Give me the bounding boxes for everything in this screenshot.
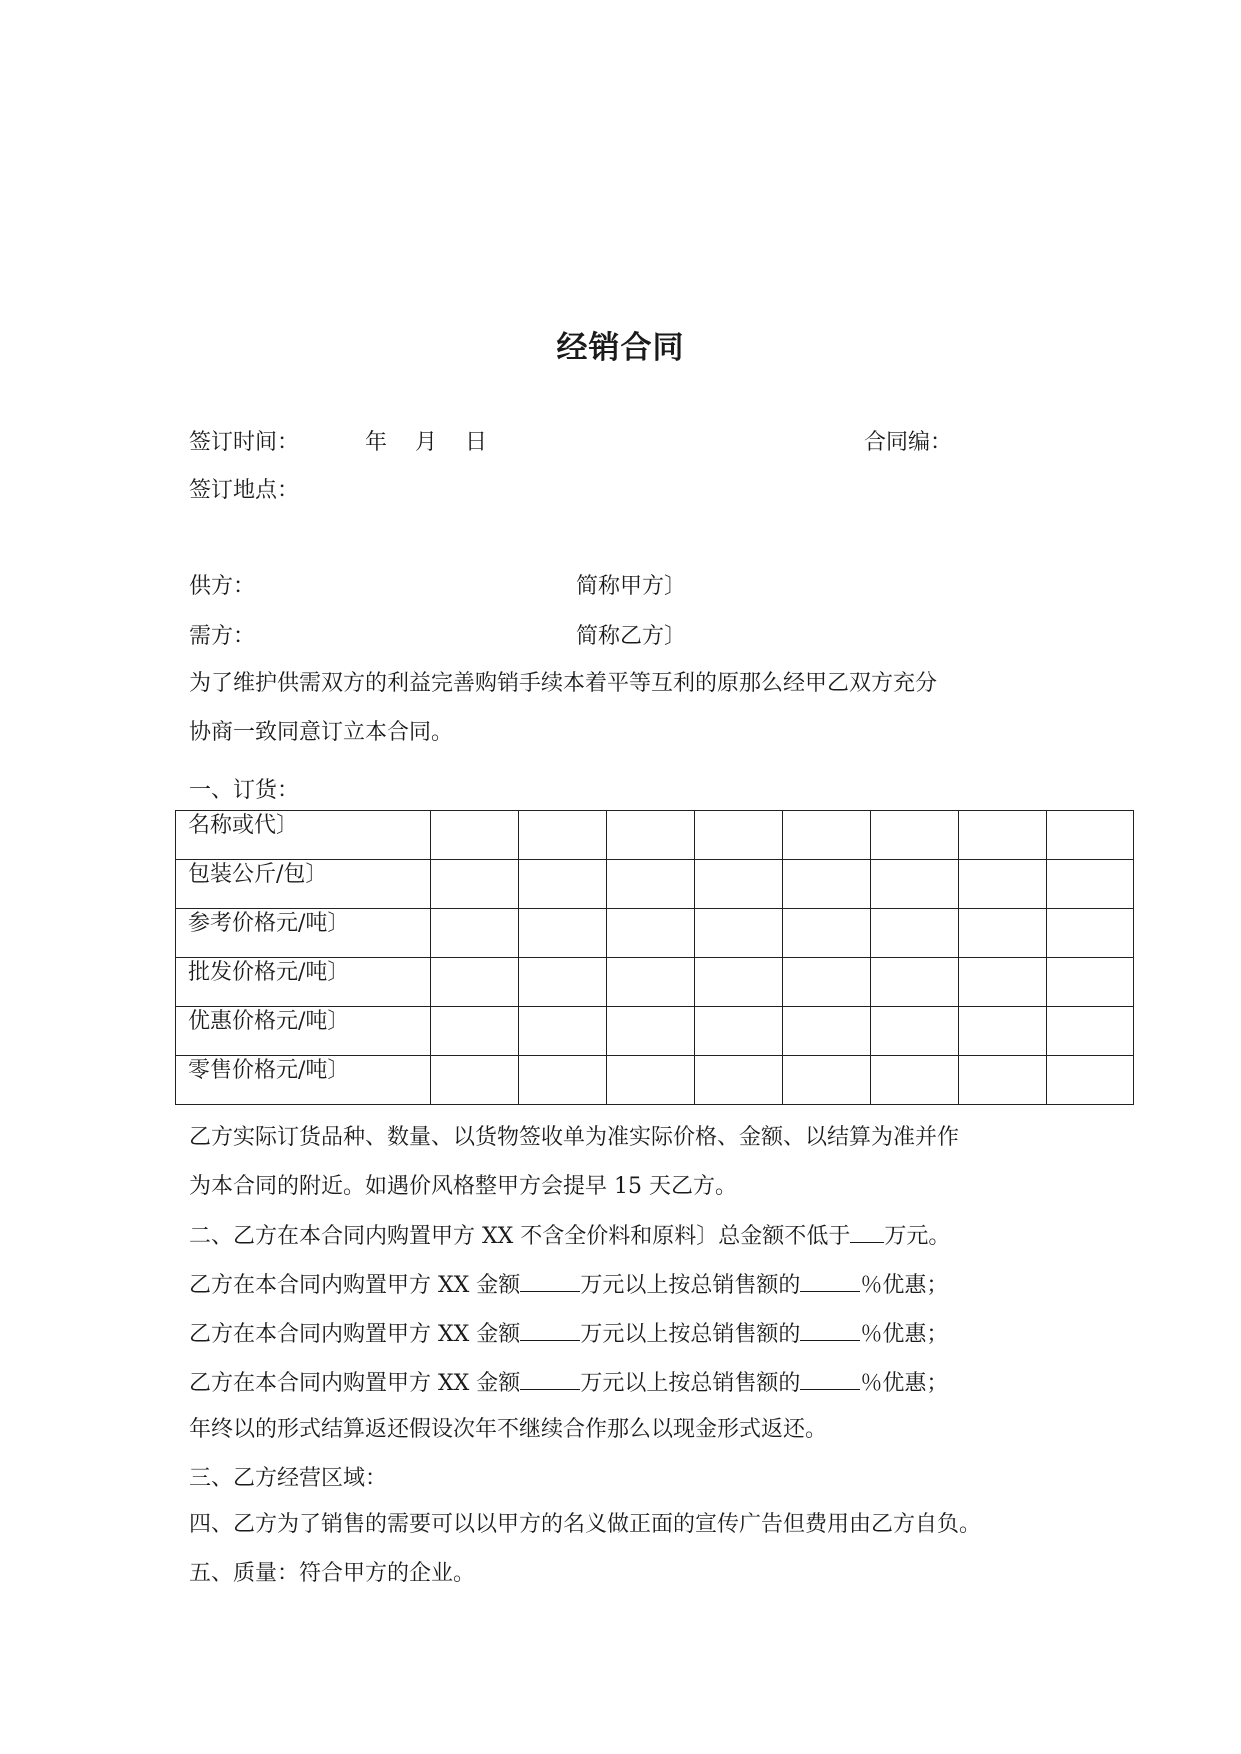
buyer-label: 需方：: [189, 624, 256, 649]
order-row-label: 批发价格元/吨〕: [176, 958, 431, 1007]
order-cell[interactable]: [519, 958, 607, 1007]
order-cell[interactable]: [1047, 860, 1134, 909]
order-cell[interactable]: [431, 958, 519, 1007]
order-cell[interactable]: [695, 860, 783, 909]
intro-paragraph-line-2: 协商一致同意订立本合同。: [189, 720, 454, 745]
order-cell[interactable]: [959, 1007, 1047, 1056]
tier-3-text-c: ％优惠；: [860, 1371, 949, 1396]
order-cell[interactable]: [871, 909, 959, 958]
tier-3-amount-blank[interactable]: [520, 1367, 580, 1390]
order-cell[interactable]: [607, 811, 695, 860]
order-cell[interactable]: [695, 1007, 783, 1056]
order-cell[interactable]: [959, 909, 1047, 958]
order-cell[interactable]: [1047, 1007, 1134, 1056]
tier-1-amount-blank[interactable]: [520, 1269, 580, 1292]
order-cell[interactable]: [959, 860, 1047, 909]
tier-3-text-a: 乙方在本合同内购置甲方 XX 金额: [189, 1371, 521, 1396]
order-cell[interactable]: [783, 1056, 871, 1105]
order-table: [175, 810, 1134, 1105]
rebate-clause: 年终以的形式结算返还假设次年不继续合作那么以现金形式返还。: [189, 1417, 828, 1442]
order-table-row: [176, 811, 1134, 860]
order-cell[interactable]: [959, 958, 1047, 1007]
tier-1-text-a: 乙方在本合同内购置甲方 XX 金额: [189, 1273, 521, 1298]
order-cell[interactable]: [871, 1007, 959, 1056]
section-3-heading: 三、乙方经营区域：: [189, 1466, 388, 1491]
document-title: 经销合同: [556, 330, 685, 366]
tier-2-amount-blank[interactable]: [520, 1318, 580, 1341]
order-cell[interactable]: [519, 811, 607, 860]
discount-tier-3: [189, 1367, 948, 1399]
order-cell[interactable]: [607, 958, 695, 1007]
order-cell[interactable]: [607, 909, 695, 958]
order-cell[interactable]: [871, 811, 959, 860]
order-row-label: 包装公斤/包〕: [176, 860, 431, 909]
order-table-row: [176, 1007, 1134, 1056]
intro-paragraph-line-1: 为了维护供需双方的利益完善购销手续本着平等互利的原那么经甲乙双方充分: [189, 671, 938, 696]
discount-tier-2: [189, 1318, 948, 1350]
order-cell[interactable]: [519, 860, 607, 909]
tier-2-text-a: 乙方在本合同内购置甲方 XX 金额: [189, 1322, 521, 1347]
order-cell[interactable]: [871, 860, 959, 909]
order-cell[interactable]: [431, 909, 519, 958]
tier-2-text-b: 万元以上按总销售额的: [580, 1322, 801, 1347]
tier-3-percent-blank[interactable]: [800, 1367, 860, 1390]
order-cell[interactable]: [783, 811, 871, 860]
order-cell[interactable]: [519, 909, 607, 958]
order-row-label: 优惠价格元/吨〕: [176, 1007, 431, 1056]
order-note-line-1: 乙方实际订货品种、数量、以货物签收单为准实际价格、金额、以结算为准并作: [189, 1125, 960, 1150]
order-row-label: 名称或代〕: [176, 811, 431, 860]
tier-1-percent-blank[interactable]: [800, 1269, 860, 1292]
order-cell[interactable]: [871, 1056, 959, 1105]
order-table-row: [176, 860, 1134, 909]
order-table-row: [176, 958, 1134, 1007]
order-cell[interactable]: [959, 1056, 1047, 1105]
sign-date-year: 年: [365, 430, 388, 455]
order-cell[interactable]: [1047, 1056, 1134, 1105]
order-cell[interactable]: [607, 860, 695, 909]
order-cell[interactable]: [783, 909, 871, 958]
order-cell[interactable]: [695, 958, 783, 1007]
order-cell[interactable]: [871, 958, 959, 1007]
section-2-heading-text: 二、乙方在本合同内购置甲方 XX 不含全价料和原料〕总金额不低于: [189, 1224, 851, 1249]
order-cell[interactable]: [695, 909, 783, 958]
sign-place-label: 签订地点：: [189, 478, 300, 503]
order-cell[interactable]: [431, 1056, 519, 1105]
order-table-row: [176, 1056, 1134, 1105]
order-row-label: 零售价格元/吨〕: [176, 1056, 431, 1105]
order-cell[interactable]: [1047, 811, 1134, 860]
discount-tier-1: [189, 1269, 948, 1301]
order-table-row: [176, 909, 1134, 958]
sign-date-label: 签订时间：: [189, 430, 300, 455]
order-cell[interactable]: [607, 1056, 695, 1105]
order-cell[interactable]: [607, 1007, 695, 1056]
section-2-heading: [189, 1220, 950, 1252]
tier-2-percent-blank[interactable]: [800, 1318, 860, 1341]
minimum-amount-blank[interactable]: [850, 1220, 884, 1243]
order-cell[interactable]: [519, 1056, 607, 1105]
order-cell[interactable]: [431, 1007, 519, 1056]
order-cell[interactable]: [783, 1007, 871, 1056]
supplier-label: 供方：: [189, 574, 256, 599]
order-note-line-2: 为本合同的附近。如遇价风格整甲方会提早 15 天乙方。: [189, 1174, 737, 1199]
order-cell[interactable]: [783, 958, 871, 1007]
order-cell[interactable]: [695, 1056, 783, 1105]
order-cell[interactable]: [1047, 909, 1134, 958]
section-2-heading-unit: 万元。: [884, 1224, 951, 1249]
contract-number-label: 合同编：: [864, 430, 953, 455]
order-cell[interactable]: [959, 811, 1047, 860]
tier-2-text-c: ％优惠；: [860, 1322, 949, 1347]
sign-date-day: 日: [465, 430, 488, 455]
tier-3-text-b: 万元以上按总销售额的: [580, 1371, 801, 1396]
order-cell[interactable]: [695, 811, 783, 860]
supplier-abbreviation: 简称甲方〕: [576, 574, 687, 599]
tier-1-text-c: ％优惠；: [860, 1273, 949, 1298]
buyer-abbreviation: 简称乙方〕: [576, 624, 687, 649]
order-row-label: 参考价格元/吨〕: [176, 909, 431, 958]
section-1-heading: 一、订货：: [189, 778, 300, 803]
order-cell[interactable]: [1047, 958, 1134, 1007]
order-cell[interactable]: [431, 811, 519, 860]
section-5-text: 五、质量：符合甲方的企业。: [189, 1561, 476, 1586]
order-cell[interactable]: [519, 1007, 607, 1056]
order-cell[interactable]: [783, 860, 871, 909]
section-4-text: 四、乙方为了销售的需要可以以甲方的名义做正面的宣传广告但费用由乙方自负。: [189, 1512, 982, 1537]
order-cell[interactable]: [431, 860, 519, 909]
tier-1-text-b: 万元以上按总销售额的: [580, 1273, 801, 1298]
sign-date-month: 月: [415, 430, 438, 455]
